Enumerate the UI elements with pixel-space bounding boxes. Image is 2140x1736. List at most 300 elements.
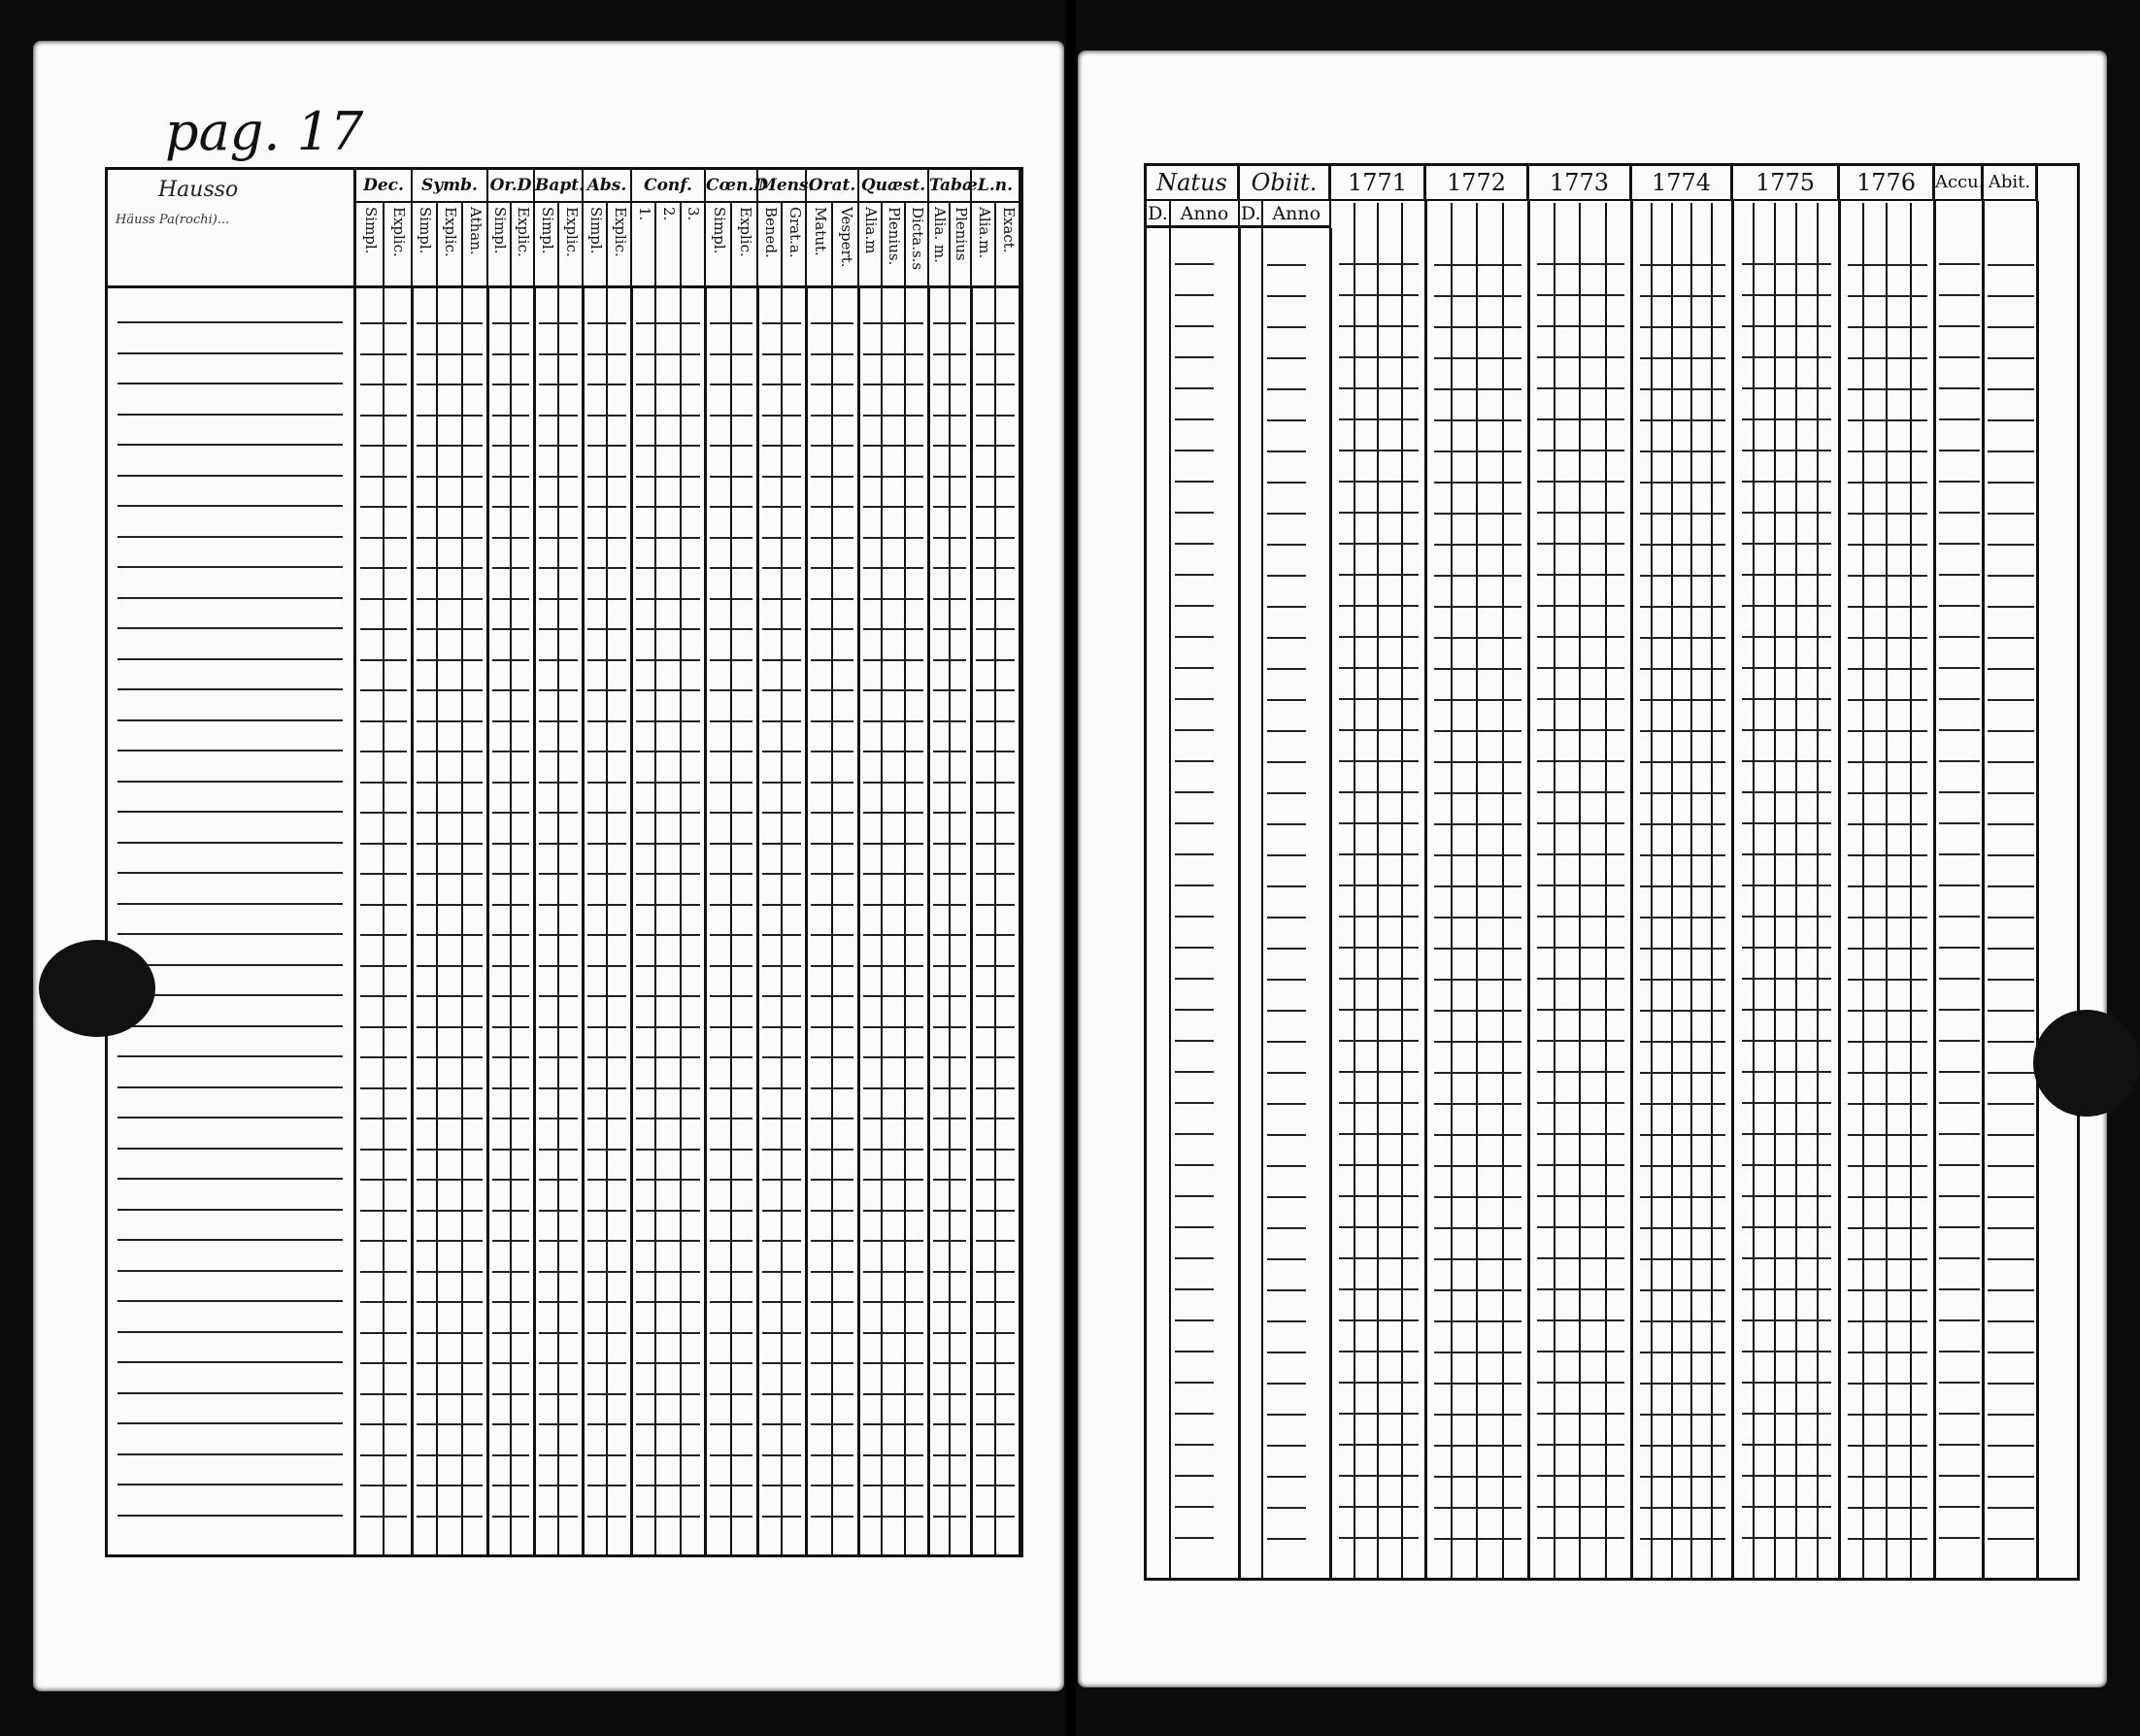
row-rule bbox=[1742, 481, 1831, 483]
row-rule bbox=[1988, 295, 2033, 297]
row-rule bbox=[360, 628, 407, 630]
col-sub-3-0 bbox=[535, 203, 559, 288]
row-rule bbox=[636, 1454, 700, 1456]
row-rule bbox=[762, 1454, 801, 1456]
row-rule bbox=[1640, 1320, 1724, 1322]
row-rule bbox=[1939, 822, 1980, 824]
column-rule bbox=[1731, 201, 1734, 1578]
row-rule bbox=[1848, 264, 1927, 266]
row-rule bbox=[1848, 1010, 1927, 1012]
row-rule bbox=[762, 843, 801, 845]
row-rule bbox=[710, 1516, 752, 1518]
row-rule bbox=[539, 628, 578, 630]
row-rule bbox=[863, 384, 923, 385]
row-rule bbox=[587, 751, 626, 752]
row-rule bbox=[976, 1056, 1015, 1058]
row-rule bbox=[636, 689, 700, 691]
row-rule bbox=[1848, 326, 1927, 328]
row-rule bbox=[1988, 388, 2033, 390]
col-sub-label: Alia.m. bbox=[975, 207, 993, 259]
row-rule bbox=[636, 1026, 700, 1028]
row-rule bbox=[1537, 916, 1623, 918]
row-rule bbox=[1640, 419, 1724, 421]
row-rule bbox=[636, 353, 700, 355]
row-rule bbox=[1175, 636, 1214, 638]
row-rule bbox=[492, 628, 529, 630]
row-rule bbox=[1742, 418, 1831, 420]
row-rule bbox=[636, 995, 700, 997]
row-rule bbox=[933, 598, 966, 600]
row-rule bbox=[710, 720, 752, 722]
row-rule bbox=[1988, 1289, 2033, 1291]
row-rule bbox=[1742, 294, 1831, 296]
row-rule bbox=[360, 476, 407, 478]
row-rule bbox=[1175, 481, 1214, 483]
row-rule bbox=[417, 873, 483, 875]
row-rule bbox=[1742, 605, 1831, 607]
row-rule bbox=[539, 537, 578, 539]
row-rule bbox=[360, 1393, 407, 1395]
row-rule bbox=[1848, 1072, 1927, 1074]
col-sub-11-0 bbox=[972, 203, 996, 288]
row-rule bbox=[762, 934, 801, 936]
row-rule bbox=[1175, 512, 1214, 514]
row-rule bbox=[360, 934, 407, 936]
row-rule bbox=[587, 965, 626, 967]
row-rule bbox=[1434, 917, 1521, 918]
row-rule bbox=[1339, 1506, 1419, 1508]
row-rule bbox=[1640, 357, 1724, 359]
column-rule bbox=[654, 288, 656, 1554]
row-rule bbox=[1742, 325, 1831, 327]
left-thumb-shadow bbox=[39, 940, 155, 1037]
row-rule bbox=[762, 506, 801, 508]
row-rule bbox=[710, 628, 752, 630]
column-rule bbox=[461, 288, 463, 1554]
row-rule bbox=[636, 1393, 700, 1395]
row-rule bbox=[933, 751, 966, 752]
row-rule bbox=[1742, 1288, 1831, 1290]
row-rule bbox=[1848, 917, 1927, 918]
row-rule bbox=[117, 1453, 343, 1455]
row-rule bbox=[710, 812, 752, 814]
row-rule bbox=[811, 1056, 853, 1058]
row-rule bbox=[976, 628, 1015, 630]
row-rule bbox=[1175, 822, 1214, 824]
row-rule bbox=[1434, 1538, 1521, 1540]
row-rule bbox=[539, 1516, 578, 1518]
row-rule bbox=[1267, 979, 1305, 981]
row-rule bbox=[811, 873, 853, 875]
row-rule bbox=[1339, 481, 1419, 483]
row-rule bbox=[587, 628, 626, 630]
row-rule bbox=[417, 506, 483, 508]
row-rule bbox=[1537, 1226, 1623, 1228]
row-rule bbox=[1267, 1352, 1305, 1353]
row-rule bbox=[976, 537, 1015, 539]
row-rule bbox=[1742, 263, 1831, 265]
row-rule bbox=[1640, 1476, 1724, 1478]
row-rule bbox=[1339, 1133, 1419, 1135]
group-sub-1-1: Anno bbox=[1263, 201, 1331, 228]
row-rule bbox=[933, 782, 966, 784]
col-sub-label: 2. bbox=[659, 207, 678, 221]
row-rule bbox=[976, 934, 1015, 936]
row-rule bbox=[1742, 1257, 1831, 1259]
row-rule bbox=[863, 659, 923, 661]
row-rule bbox=[117, 933, 343, 935]
row-rule bbox=[1988, 637, 2033, 639]
row-rule bbox=[1939, 1133, 1980, 1135]
row-rule bbox=[1537, 605, 1623, 607]
row-rule bbox=[1267, 295, 1305, 297]
row-rule bbox=[1939, 512, 1980, 514]
row-rule bbox=[1339, 760, 1419, 762]
row-rule bbox=[1848, 1134, 1927, 1136]
col-sub-5-2 bbox=[682, 203, 706, 288]
row-rule bbox=[710, 322, 752, 324]
row-rule bbox=[417, 751, 483, 752]
row-rule bbox=[1267, 1072, 1305, 1074]
col-sub-label: Simpl. bbox=[491, 207, 509, 254]
row-rule bbox=[710, 995, 752, 997]
row-rule bbox=[710, 934, 752, 936]
name-column-title: Hausso bbox=[158, 178, 239, 202]
row-rule bbox=[762, 873, 801, 875]
row-rule bbox=[360, 415, 407, 417]
row-rule bbox=[1267, 1414, 1305, 1416]
row-rule bbox=[863, 1210, 923, 1212]
row-rule bbox=[587, 1485, 626, 1486]
row-rule bbox=[933, 445, 966, 447]
row-rule bbox=[1339, 636, 1419, 638]
row-rule bbox=[1640, 917, 1724, 918]
row-rule bbox=[1640, 1383, 1724, 1385]
col-header-6: Cœn.D bbox=[706, 170, 758, 203]
col-header-4: Abs. bbox=[584, 170, 632, 203]
row-rule bbox=[811, 506, 853, 508]
row-rule bbox=[117, 1270, 343, 1272]
row-rule bbox=[539, 1362, 578, 1364]
row-rule bbox=[1742, 916, 1831, 918]
row-rule bbox=[636, 1271, 700, 1273]
row-rule bbox=[933, 1026, 966, 1028]
row-rule bbox=[539, 322, 578, 324]
row-rule bbox=[1848, 606, 1927, 608]
row-rule bbox=[863, 843, 923, 845]
row-rule bbox=[539, 1393, 578, 1395]
col-sub-label: Exact. bbox=[999, 207, 1018, 253]
row-rule bbox=[360, 812, 407, 814]
row-rule bbox=[1939, 450, 1980, 451]
row-rule bbox=[1939, 1040, 1980, 1042]
row-rule bbox=[539, 1454, 578, 1456]
column-rule bbox=[1605, 203, 1607, 1578]
row-rule bbox=[1339, 729, 1419, 731]
row-rule bbox=[1640, 544, 1724, 546]
row-rule bbox=[587, 1423, 626, 1425]
column-rule bbox=[533, 288, 536, 1554]
row-rule bbox=[1939, 263, 1980, 265]
row-rule bbox=[636, 384, 700, 385]
row-rule bbox=[1537, 574, 1623, 576]
row-rule bbox=[1742, 450, 1831, 451]
row-rule bbox=[1434, 1507, 1521, 1509]
row-rule bbox=[1537, 450, 1623, 451]
row-rule bbox=[492, 1149, 529, 1151]
column-rule bbox=[927, 288, 930, 1554]
row-rule bbox=[933, 1516, 966, 1518]
row-rule bbox=[933, 506, 966, 508]
row-rule bbox=[1988, 1476, 2033, 1478]
row-rule bbox=[811, 537, 853, 539]
column-rule bbox=[1910, 203, 1912, 1578]
row-rule bbox=[492, 1271, 529, 1273]
row-rule bbox=[417, 1087, 483, 1089]
row-rule bbox=[636, 415, 700, 417]
row-rule bbox=[539, 1271, 578, 1273]
row-rule bbox=[811, 1454, 853, 1456]
row-rule bbox=[587, 1179, 626, 1181]
row-rule bbox=[1988, 264, 2033, 266]
col-sub-label: Bened. bbox=[761, 207, 780, 258]
row-rule bbox=[539, 476, 578, 478]
right-register-table bbox=[1144, 163, 2080, 1581]
row-rule bbox=[1175, 1288, 1214, 1290]
row-rule bbox=[762, 689, 801, 691]
row-rule bbox=[1939, 543, 1980, 545]
row-rule bbox=[1742, 636, 1831, 638]
row-rule bbox=[1339, 1475, 1419, 1477]
row-rule bbox=[976, 1332, 1015, 1334]
col-sub-1-0 bbox=[413, 203, 438, 288]
row-rule bbox=[360, 843, 407, 845]
row-rule bbox=[976, 1118, 1015, 1119]
row-rule bbox=[587, 720, 626, 722]
row-rule bbox=[539, 965, 578, 967]
row-rule bbox=[539, 384, 578, 385]
row-rule bbox=[710, 537, 752, 539]
row-rule bbox=[117, 1239, 343, 1241]
row-rule bbox=[933, 1454, 966, 1456]
col-sub-label: Simpl. bbox=[417, 207, 434, 254]
row-rule bbox=[1848, 885, 1927, 887]
row-rule bbox=[976, 1240, 1015, 1242]
row-rule bbox=[417, 782, 483, 784]
row-rule bbox=[863, 965, 923, 967]
row-rule bbox=[492, 415, 529, 417]
row-rule bbox=[1175, 1444, 1214, 1446]
row-rule bbox=[1175, 1102, 1214, 1104]
row-rule bbox=[976, 873, 1015, 875]
row-rule bbox=[1848, 637, 1927, 639]
row-rule bbox=[1175, 667, 1214, 669]
row-rule bbox=[710, 965, 752, 967]
row-rule bbox=[811, 995, 853, 997]
row-rule bbox=[976, 1026, 1015, 1028]
row-rule bbox=[976, 598, 1015, 600]
row-rule bbox=[1267, 1289, 1305, 1291]
row-rule bbox=[1742, 1133, 1831, 1135]
row-rule bbox=[1537, 885, 1623, 886]
row-rule bbox=[1848, 854, 1927, 856]
row-rule bbox=[587, 506, 626, 508]
row-rule bbox=[710, 476, 752, 478]
row-rule bbox=[1988, 1258, 2033, 1260]
row-rule bbox=[417, 1118, 483, 1119]
row-rule bbox=[1267, 823, 1305, 825]
row-rule bbox=[1537, 1164, 1623, 1166]
row-rule bbox=[1339, 418, 1419, 420]
row-rule bbox=[492, 1454, 529, 1456]
row-rule bbox=[863, 812, 923, 814]
row-rule bbox=[976, 476, 1015, 478]
row-rule bbox=[863, 689, 923, 691]
row-rule bbox=[1175, 947, 1214, 949]
row-rule bbox=[539, 1026, 578, 1028]
row-rule bbox=[1939, 1351, 1980, 1352]
row-rule bbox=[762, 1149, 801, 1151]
row-rule bbox=[539, 659, 578, 661]
row-rule bbox=[360, 506, 407, 508]
row-rule bbox=[1939, 667, 1980, 669]
row-rule bbox=[417, 537, 483, 539]
row-rule bbox=[1339, 1444, 1419, 1446]
col-sub-label: Simpl. bbox=[710, 207, 728, 254]
row-rule bbox=[1939, 1382, 1980, 1384]
row-rule bbox=[976, 1362, 1015, 1364]
row-rule bbox=[1339, 667, 1419, 669]
row-rule bbox=[1434, 295, 1521, 297]
row-rule bbox=[1848, 948, 1927, 950]
row-rule bbox=[1640, 854, 1724, 856]
row-rule bbox=[539, 689, 578, 691]
row-rule bbox=[1939, 1226, 1980, 1228]
row-rule bbox=[863, 598, 923, 600]
row-rule bbox=[1537, 1195, 1623, 1197]
column-rule bbox=[857, 288, 860, 1554]
row-rule bbox=[976, 995, 1015, 997]
row-rule bbox=[1175, 1506, 1214, 1508]
group-header-9: Abit. bbox=[1984, 166, 2038, 201]
column-rule bbox=[1711, 203, 1713, 1578]
row-rule bbox=[710, 1393, 752, 1395]
row-rule bbox=[1742, 1040, 1831, 1042]
row-rule bbox=[933, 1149, 966, 1151]
row-rule bbox=[762, 1056, 801, 1058]
row-rule bbox=[762, 1026, 801, 1028]
row-rule bbox=[539, 1332, 578, 1334]
row-rule bbox=[492, 1118, 529, 1119]
row-rule bbox=[492, 1362, 529, 1364]
row-rule bbox=[1267, 885, 1305, 887]
column-rule bbox=[1579, 203, 1581, 1578]
row-rule bbox=[1267, 1165, 1305, 1167]
row-rule bbox=[117, 444, 343, 446]
row-rule bbox=[710, 415, 752, 417]
col-sub-6-0 bbox=[706, 203, 732, 288]
row-rule bbox=[762, 1210, 801, 1212]
row-rule bbox=[117, 1331, 343, 1333]
row-rule bbox=[117, 1361, 343, 1363]
column-rule bbox=[411, 288, 414, 1554]
row-rule bbox=[1537, 294, 1623, 296]
row-rule bbox=[863, 782, 923, 784]
column-rule bbox=[1527, 201, 1530, 1578]
row-rule bbox=[811, 415, 853, 417]
row-rule bbox=[933, 689, 966, 691]
row-rule bbox=[539, 1423, 578, 1425]
row-rule bbox=[762, 322, 801, 324]
row-rule bbox=[762, 384, 801, 385]
group-header-8: Accu. bbox=[1935, 166, 1984, 201]
row-rule bbox=[1339, 1382, 1419, 1384]
row-rule bbox=[636, 1179, 700, 1181]
row-rule bbox=[117, 1422, 343, 1424]
row-rule bbox=[417, 689, 483, 691]
row-rule bbox=[1640, 1134, 1724, 1136]
column-rule bbox=[805, 288, 808, 1554]
row-rule bbox=[1267, 730, 1305, 732]
row-rule bbox=[1988, 1072, 2033, 1074]
col-sub-6-1 bbox=[732, 203, 758, 288]
row-rule bbox=[587, 843, 626, 845]
row-rule bbox=[1267, 1258, 1305, 1260]
row-rule bbox=[976, 782, 1015, 784]
row-rule bbox=[762, 751, 801, 752]
row-rule bbox=[1537, 978, 1623, 980]
row-rule bbox=[360, 1056, 407, 1058]
col-sub-4-1 bbox=[608, 203, 632, 288]
row-rule bbox=[710, 384, 752, 385]
col-header-1: Symb. bbox=[413, 170, 488, 203]
row-rule bbox=[1537, 1319, 1623, 1321]
row-rule bbox=[360, 1118, 407, 1119]
col-sub-9-0 bbox=[859, 203, 883, 288]
row-rule bbox=[710, 751, 752, 752]
row-rule bbox=[1434, 1414, 1521, 1416]
row-rule bbox=[762, 659, 801, 661]
row-rule bbox=[933, 843, 966, 845]
row-rule bbox=[762, 1301, 801, 1303]
row-rule bbox=[811, 782, 853, 784]
row-rule bbox=[1848, 979, 1927, 981]
row-rule bbox=[710, 843, 752, 845]
group-header-2: 1771 bbox=[1331, 166, 1426, 201]
row-rule bbox=[1640, 1165, 1724, 1167]
row-rule bbox=[1267, 1445, 1305, 1447]
row-rule bbox=[360, 1423, 407, 1425]
row-rule bbox=[1640, 823, 1724, 825]
row-rule bbox=[117, 750, 343, 751]
row-rule bbox=[1434, 575, 1521, 577]
row-rule bbox=[492, 353, 529, 355]
column-rule bbox=[1671, 203, 1673, 1578]
row-rule bbox=[1988, 668, 2033, 670]
row-rule bbox=[863, 751, 923, 752]
column-rule bbox=[904, 288, 906, 1554]
row-rule bbox=[762, 1271, 801, 1273]
group-header-5: 1774 bbox=[1632, 166, 1733, 201]
row-rule bbox=[636, 628, 700, 630]
row-rule bbox=[863, 567, 923, 569]
row-rule bbox=[1339, 1537, 1419, 1539]
row-rule bbox=[636, 659, 700, 661]
row-rule bbox=[587, 598, 626, 600]
row-rule bbox=[1742, 885, 1831, 886]
row-rule bbox=[587, 782, 626, 784]
row-rule bbox=[539, 1485, 578, 1486]
